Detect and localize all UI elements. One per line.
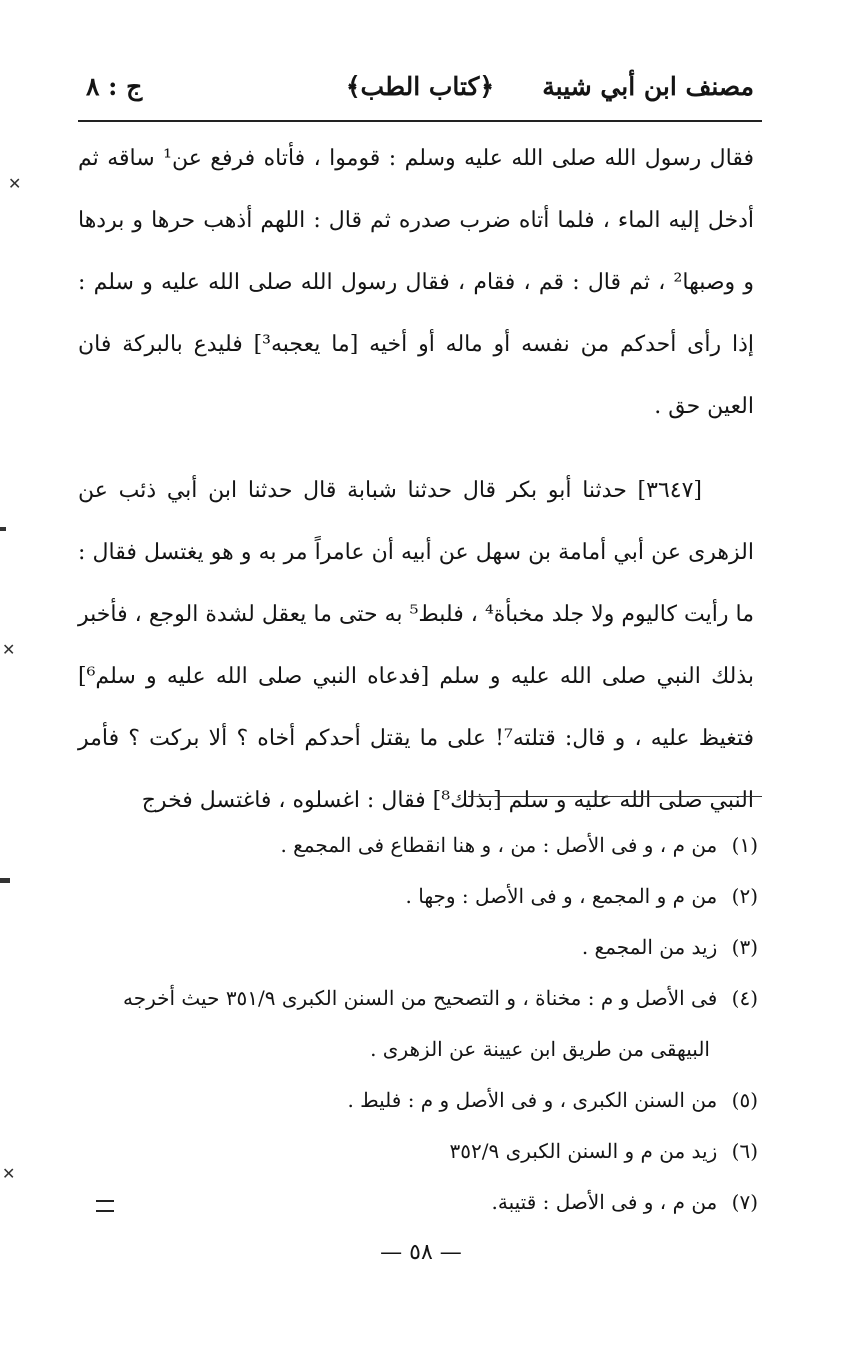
main-text <box>78 128 754 832</box>
footnotes <box>88 820 758 1228</box>
footnote-number: (٢) <box>731 884 758 908</box>
footnote-text: من السنن الكبرى ، و فى الأصل و م : فليط . <box>347 1088 718 1112</box>
margin-mark <box>0 878 10 883</box>
footnote-text: فى الأصل و م : مخناة ، و التصحيح من السنن الكبرى ٣٥١/٩ حيث أخرجه <box>123 986 718 1010</box>
footnote <box>88 1177 758 1228</box>
footnote-number: (٥) <box>731 1088 758 1112</box>
footnote-text: زيد من م و السنن الكبرى ٣٥٢/٩ <box>449 1139 718 1163</box>
margin-mark <box>0 527 6 531</box>
footnote <box>88 820 758 871</box>
hadith-paragraph: [٣٦٤٧] حدثنا أبو بكر قال حدثنا شبابة قال حدثنا ابن أبي ذئب عن الزهرى عن أبي أمامة بن سهل عن أبيه أن عامراً مر به و هو يغتسل فقال : ما رأيت كاليوم ولا جلد مخبأة⁴ ، فلبط⁵ به حتى ما يعقل لشدة الوجع ، فأخبر بذلك النبي صلى الله عليه و سلم [فدعاه النبي صلى الله عليه و سلم⁶] فتغيظ عليه ، و قال: قتلته⁷! على ما يقتل أحدكم أخاه ؟ ألا بركت ؟ فأمر النبي صلى الله عليه و سلم [بذلك⁸] فقال : اغسلوه ، فاغتسل فخرج <box>78 478 754 813</box>
footnote <box>88 922 758 973</box>
chapter-title: ﴿كتاب الطب﴾ <box>345 72 495 101</box>
running-header <box>78 62 762 110</box>
book-title: مصنف ابن أبي شيبة <box>542 72 754 101</box>
footnote-text: من م و المجمع ، و فى الأصل : وجها . <box>405 884 718 908</box>
margin-mark: ✕ <box>2 640 16 659</box>
footnote-number: (٧) <box>731 1190 758 1214</box>
footnote-number: (٦) <box>731 1139 758 1163</box>
footnote-text: من م ، و فى الأصل : من ، و هنا انقطاع فى المجمع . <box>280 833 718 857</box>
margin-mark: ✕ <box>8 174 22 193</box>
continuation-mark <box>96 1200 114 1212</box>
footnote <box>88 1126 758 1177</box>
footnote-number: (١) <box>731 833 758 857</box>
volume-number: ج : ٨ <box>86 72 143 101</box>
footnote-number: (٣) <box>731 935 758 959</box>
footnote-number: (٤) <box>731 986 758 1010</box>
paragraph: فقال رسول الله صلى الله عليه وسلم : قوموا ، فأتاه فرفع عن¹ ساقه ثم أدخل إليه الماء ، فلما أتاه ضرب صدره ثم قال : اللهم أذهب حرها و بردها و وصبها² ، ثم قال : قم ، فقام ، فقال رسول الله صلى الله عليه و سلم : إذا رأى أحدكم من نفسه أو ماله أو أخيه [ما يعجبه³] فليدع بالبركة فان العين حق . <box>78 146 755 419</box>
margin-mark: ✕ <box>2 1164 16 1183</box>
footnote-text: زيد من المجمع . <box>581 935 718 959</box>
header-rule <box>78 120 762 122</box>
footnote <box>88 973 758 1024</box>
footnote-text: من م ، و فى الأصل : قتيبة. <box>491 1190 718 1214</box>
page-number: — ٥٨ — <box>380 1240 462 1265</box>
footnote <box>88 871 758 922</box>
footnote <box>88 1075 758 1126</box>
footnote-continuation: البيهقى من طريق ابن عيينة عن الزهرى . <box>370 1037 710 1061</box>
footnote-separator <box>468 796 762 797</box>
